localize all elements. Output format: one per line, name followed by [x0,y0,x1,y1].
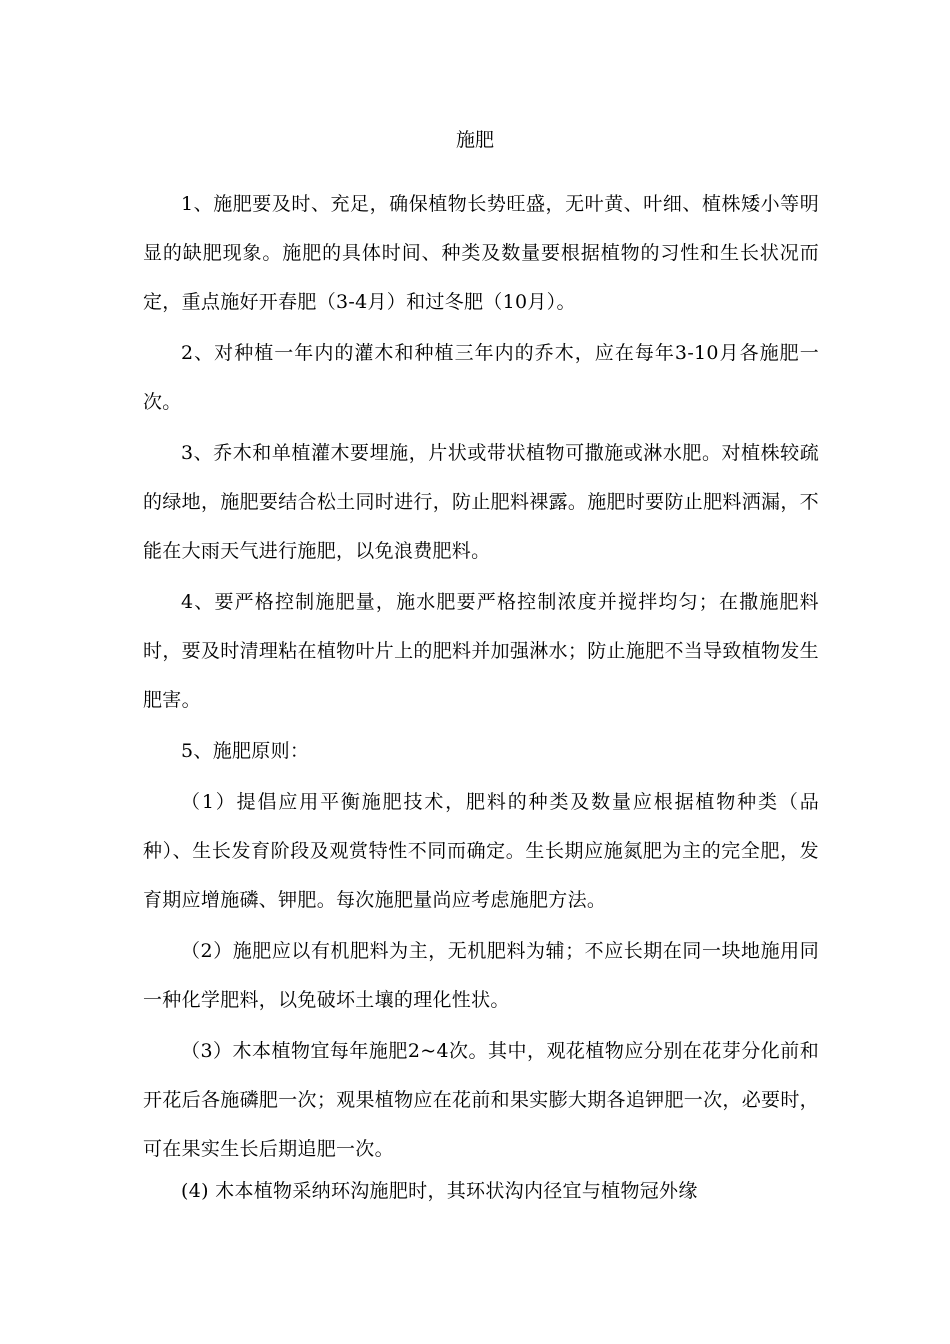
document-body [143,180,819,1212]
principle-3: （3）木本植物宜每年施肥2~4次。其中，观花植物应分别在花芽分化前和开花后各施磷肥一次；观果植物应在花前和果实膨大期各追钾肥一次，必要时，可在果实生长后期追肥一次。 [143,1040,819,1160]
principle-4: (4) 木本植物采纳环沟施肥时，其环状沟内径宜与植物冠外缘 [181,1180,698,1202]
paragraph-2: 2、对种植一年内的灌木和种植三年内的乔木，应在每年3-10月各施肥一次。 [143,342,819,413]
document-title: 施肥 [455,129,494,151]
paragraph-5-heading: 5、施肥原则： [181,740,310,762]
principle-1: （1）提倡应用平衡施肥技术，肥料的种类及数量应根据植物种类（品种）、生长发育阶段及观赏特性不同而确定。生长期应施氮肥为主的完全肥，发育期应增施磷、钾肥。每次施肥量尚应考虑施肥方法。 [143,791,819,911]
paragraph-3: 3、乔木和单植灌木要埋施，片状或带状植物可撒施或淋水肥。对植株较疏的绿地，施肥要结合松土同时进行，防止肥料裸露。施肥时要防止肥料洒漏，不能在大雨天气进行施肥，以免浪费肥料。 [143,442,819,562]
paragraph-1: 1、施肥要及时、充足，确保植物长势旺盛，无叶黄、叶细、植株矮小等明显的缺肥现象。施肥的具体时间、种类及数量要根据植物的习性和生长状况而定，重点施好开春肥（3-4月）和过冬肥（10月）。 [143,193,819,313]
principle-2: （2）施肥应以有机肥料为主，无机肥料为辅；不应长期在同一块地施用同一种化学肥料，以免破坏土壤的理化性状。 [143,940,819,1011]
paragraph-4: 4、要严格控制施肥量，施水肥要严格控制浓度并搅拌均匀；在撒施肥料时，要及时清理粘在植物叶片上的肥料并加强淋水；防止施肥不当导致植物发生肥害。 [143,591,819,711]
